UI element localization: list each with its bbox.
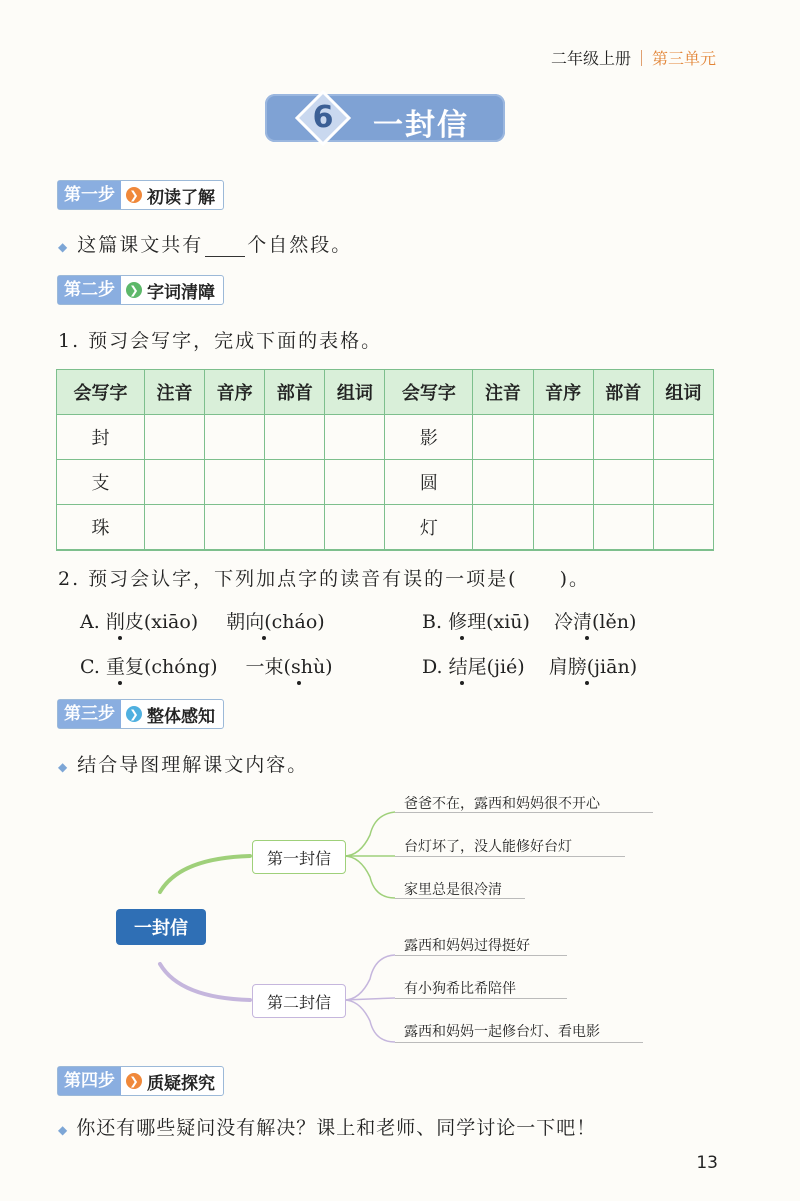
step-2-label: 第二步	[58, 276, 121, 304]
mindmap-branch-2: 第二封信	[252, 984, 346, 1018]
mindmap-leaf: 爸爸不在，露西和妈妈很不开心	[404, 796, 600, 812]
table-header: 注音	[144, 370, 204, 415]
option-word: 削皮(xiāo)	[105, 611, 199, 633]
mindmap-branch-1: 第一封信	[252, 840, 346, 874]
table-header: 组词	[653, 370, 713, 415]
diamond-bullet-icon: ◆	[58, 760, 70, 774]
step-3-label: 第三步	[58, 700, 121, 728]
table-header: 组词	[325, 370, 385, 415]
option-letter: D.	[422, 656, 443, 678]
step-1-name: 初读了解	[147, 187, 215, 208]
grade-label: 二年级上册	[550, 49, 631, 68]
question-text-before: 这篇课文共有	[77, 234, 204, 256]
mindmap-leaf: 露西和妈妈一起修台灯、看电影	[404, 1024, 600, 1040]
step-3-name: 整体感知	[147, 706, 215, 727]
leaf-underline	[395, 955, 567, 956]
option-word: 修理(xiū)	[448, 611, 530, 633]
char-cell: 灯	[385, 505, 473, 551]
q1-text: 1. 预习会写字，完成下面的表格。	[58, 330, 383, 352]
option-word: 朝向(cháo)	[226, 611, 325, 633]
mindmap-leaf: 台灯坏了，没人能修好台灯	[404, 839, 572, 855]
option-letter: C.	[80, 656, 100, 678]
leaf-underline	[395, 998, 567, 999]
step-4-pill	[57, 1066, 224, 1096]
option-word: 肩膀(jiān)	[548, 656, 638, 678]
step-1-label: 第一步	[58, 181, 121, 209]
option-letter: A.	[80, 611, 100, 633]
leaf-underline	[395, 898, 525, 899]
leaf-underline	[395, 812, 653, 813]
lesson-title: 一封信	[373, 108, 469, 143]
unit-label: 第三单元	[651, 49, 716, 68]
leaf-underline	[395, 856, 625, 857]
q2-text: 2. 预习会认字，下列加点字的读音有误的一项是( )。	[58, 568, 590, 590]
chevron-right-icon: ❯	[126, 187, 142, 203]
step-3-text: 结合导图理解课文内容。	[77, 754, 309, 776]
option-word: 冷清(lěn)	[553, 611, 637, 633]
table-header: 部首	[265, 370, 325, 415]
char-cell: 珠	[57, 505, 145, 551]
leaf-underline	[395, 1042, 643, 1043]
table-header: 音序	[205, 370, 265, 415]
step-4-name: 质疑探究	[147, 1073, 215, 1094]
char-cell: 影	[385, 415, 473, 460]
mindmap-root: 一封信	[116, 909, 206, 945]
char-cell: 圆	[385, 460, 473, 505]
table-header: 音序	[533, 370, 593, 415]
option-word: 一束(shù)	[245, 656, 333, 678]
char-cell: 支	[57, 460, 145, 505]
table-header: 注音	[473, 370, 533, 415]
option-letter: B.	[422, 611, 443, 633]
table-header: 会写字	[385, 370, 473, 415]
question-text-after: 个自然段。	[247, 234, 353, 256]
table-header: 会写字	[57, 370, 145, 415]
option-word: 重复(chóng)	[105, 656, 218, 678]
lesson-number: 6	[312, 100, 334, 135]
step-4-label: 第四步	[58, 1067, 121, 1095]
mindmap-leaf: 家里总是很冷清	[404, 882, 502, 898]
chevron-right-icon: ❯	[126, 706, 142, 722]
chevron-right-icon: ❯	[126, 282, 142, 298]
table-header: 部首	[593, 370, 653, 415]
mindmap-leaf: 露西和妈妈过得挺好	[404, 938, 530, 954]
step-4-text: 你还有哪些疑问没有解决？课上和老师、同学讨论一下吧！	[76, 1117, 597, 1139]
chevron-right-icon: ❯	[126, 1073, 142, 1089]
page-number: 13	[696, 1153, 718, 1173]
diamond-bullet-icon: ◆	[58, 1123, 69, 1137]
diamond-bullet-icon: ◆	[58, 240, 70, 254]
mindmap-leaf: 有小狗希比希陪伴	[404, 981, 516, 997]
option-word: 结尾(jié)	[448, 656, 525, 678]
step-4-question	[58, 1113, 596, 1140]
char-cell: 封	[57, 415, 145, 460]
step-2-name: 字词清障	[147, 282, 215, 303]
